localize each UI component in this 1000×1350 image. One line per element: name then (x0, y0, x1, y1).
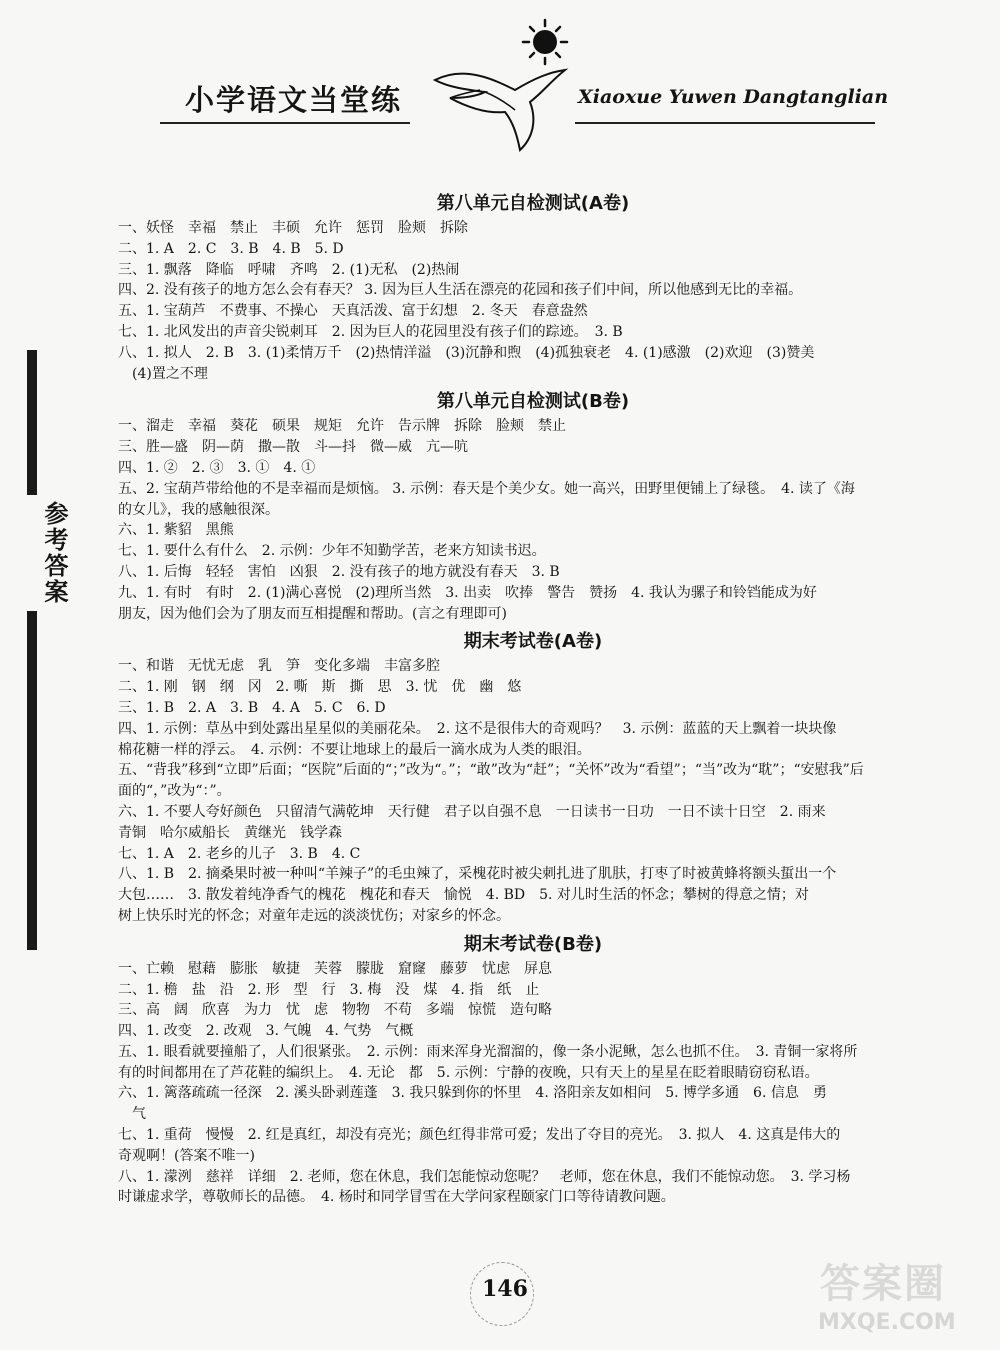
answer-line: 八、1. 后悔 轻轻 害怕 凶狠 2. 没有孩子的地方就没有春天 3. B (118, 563, 560, 580)
answer-line: 七、1. 北风发出的声音尖锐刺耳 2. 因为巨人的花园里没有孩子们的踪迹。 3. B (118, 323, 623, 340)
answer-line: 朋友，因为他们会为了朋友而互相提醒和帮助。(言之有理即可) (118, 605, 507, 622)
answer-line: 气 (118, 1106, 146, 1123)
answer-line: 的女儿》，我的感触很深。 (118, 501, 279, 518)
answer-line: 面的“，”改为“：”。 (118, 783, 231, 800)
answer-line: (4)置之不理 (118, 365, 208, 382)
answer-line: 四、1. 示例：草丛中到处露出星星似的美丽花朵。 2. 这不是很伟大的奇观吗？ 3. 示例：蓝蓝的天上飘着一块块像 (118, 720, 837, 737)
answer-line: 时谦虚求学，尊敬师长的品德。 4. 杨时和同学冒雪在大学问家程颐家门口等待请教问题。 (118, 1189, 675, 1206)
sidebar-label: 参考答案 (20, 495, 72, 611)
watermark-url: MXQE.COM (818, 1310, 956, 1335)
answer-line: 九、1. 有时 有时 2. (1)满心喜悦 (2)理所当然 3. 出卖 吹捧 警告 赞扬 4. 我认为骡子和铃铛能成为好 (118, 584, 817, 601)
section-final-b (118, 931, 948, 1209)
section-title: 期末考试卷(A卷) (463, 631, 603, 653)
book-title-cn: 小学语文当堂练 (185, 83, 403, 117)
answer-line: 树上快乐时光的怀念；对童年走远的淡淡忧伤；对家乡的怀念。 (118, 907, 510, 924)
answer-line: 二、1. 檐 盐 沿 2. 形 型 行 3. 梅 没 煤 4. 指 纸 止 (118, 981, 540, 998)
answer-line: 四、2. 没有孩子的地方怎么会有春天？ 3. 因为巨人生活在漂亮的花园和孩子们中间，所以他感到无比的幸福。 (118, 282, 803, 299)
watermark-logo: 答案圈 (820, 1261, 946, 1307)
answer-line: 三、1. 飘落 降临 呼啸 齐鸣 2. (1)无私 (2)热闹 (118, 261, 460, 278)
section-title: 第八单元自检测试(A卷) (436, 193, 630, 214)
answer-line: 八、1. B 2. 摘桑果时被一种叫“羊辣子”的毛虫辣了，采槐花时被尖刺扎进了肌肤，打枣了时被黄蜂将额头蜇出一个 (118, 866, 837, 883)
page-header (0, 0, 1000, 170)
answer-line: 有的时间都用在了芦花鞋的编织上。 4. 无论 都 5. 示例：宁静的夜晚，只有天上的星星在眨着眼睛窃窃私语。 (118, 1064, 819, 1081)
answer-line: 七、1. 重荷 慢慢 2. 红是真红，却没有亮光；颜色红得非常可爱；发出了夺目的亮光。 3. 拟人 4. 这真是伟大的 (118, 1127, 841, 1144)
answer-line: 四、1. 改变 2. 改观 3. 气魄 4. 气势 气概 (118, 1023, 414, 1040)
answer-line: 棉花糖一样的浮云。 4. 示例：不要让地球上的最后一滴水成为人类的眼泪。 (118, 741, 591, 758)
answer-line: 四、1. ② 2. ③ 3. ① 4. ① (118, 459, 316, 476)
page-number: 146 (482, 1276, 528, 1302)
answer-line: 二、1. 刚 钢 纲 冈 2. 嘶 斯 撕 思 3. 忧 优 幽 悠 (118, 679, 522, 696)
answer-line: 一、和谐 无忧无虑 乳 笋 变化多端 丰富多腔 (118, 658, 440, 675)
answer-line: 青铜 哈尔威船长 黄继光 钱学森 (118, 824, 342, 841)
answer-line: 五、“背我”移到“立即”后面；“医院”后面的“；”改为“。”；“敢”改为“赶”；“关怀”改为“看望”；“当”改为“耽”；“安慰我”后 (118, 762, 864, 779)
answer-line: 三、高 阔 欣喜 为力 忧 虑 物物 不苟 多端 惊慌 造句略 (118, 1002, 552, 1019)
answer-line: 七、1. A 2. 老乡的儿子 3. B 4. C (118, 845, 361, 862)
answer-line: 八、1. 濛洌 慈祥 详细 2. 老师，您在休息，我们怎能惊动您呢？ 老师，您在休息，我们不能惊动您。 3. 学习杨 (118, 1168, 851, 1185)
answer-line: 五、1. 眼看就要撞船了，人们很紧张。 2. 示例：雨来浑身光溜溜的，像一条小泥鳅，怎么也抓不住。 3. 青铜一家将所 (118, 1043, 858, 1060)
answer-line: 八、1. 拟人 2. B 3. (1)柔情万千 (2)热情洋溢 (3)沉静和煦 (4)孤独衰老 4. (1)感激 (2)欢迎 (3)赞美 (118, 344, 815, 361)
section-unit8-a (118, 190, 948, 384)
answer-line: 六、1. 篱落疏疏一径深 2. 溪头卧剥莲蓬 3. 我只躲到你的怀里 4. 洛阳亲友如相问 5. 博学多通 6. 信息 勇 (118, 1085, 827, 1102)
section-title: 第八单元自检测试(B卷) (436, 391, 630, 413)
header-rule-right (575, 122, 875, 124)
sidebar-bar (27, 350, 37, 950)
answer-line: 六、1. 紫貂 黑熊 (118, 522, 234, 539)
book-title-en: Xiaoxue Yuwen Dangtanglian (578, 86, 889, 108)
section-final-a (118, 628, 948, 926)
answer-content (118, 186, 948, 1208)
answer-line: 三、1. B 2. A 3. B 4. A 5. C 6. D (118, 699, 386, 716)
answer-line: 奇观啊！(答案不唯一) (118, 1147, 255, 1164)
answer-line: 三、胜—盛 阴—荫 撒—散 斗—抖 微—威 亢—吭 (118, 439, 468, 456)
answer-line: 五、2. 宝葫芦带给他的不是幸福而是烦恼。 3. 示例：春天是个美少女。她一高兴，田野里便铺上了绿毯。 4. 读了《海 (118, 480, 855, 497)
answer-line: 二、1. A 2. C 3. B 4. B 5. D (118, 240, 344, 257)
section-unit8-b (118, 388, 948, 624)
answer-line: 大包…… 3. 散发着纯净香气的槐花 槐花和春天 愉悦 4. BD 5. 对儿时生活的怀念；攀树的得意之情；对 (118, 887, 809, 904)
header-rule-left (160, 122, 410, 124)
answer-line: 六、1. 不要人夸好颜色 只留清气满乾坤 天行健 君子以自强不息 一日读书一日功 一日不读十日空 2. 雨来 (118, 803, 826, 820)
dove-sun-logo-icon (425, 10, 575, 160)
answer-line: 一、妖怪 幸福 禁止 丰硕 允许 惩罚 脸颊 拆除 (118, 220, 468, 236)
answer-line: 一、溜走 幸福 葵花 硕果 规矩 允许 告示牌 拆除 脸颊 禁止 (118, 418, 566, 435)
answer-line: 一、亡赖 慰藉 膨胀 敏捷 芙蓉 朦胧 窟窿 藤萝 忧虑 屏息 (118, 960, 552, 977)
answer-line: 七、1. 要什么有什么 2. 示例：少年不知勤学苦，老来方知读书迟。 (118, 543, 546, 560)
answer-line: 五、1. 宝葫芦 不费事、不操心 天真活泼、富于幻想 2. 冬天 春意盎然 (118, 303, 588, 320)
section-title: 期末考试卷(B卷) (463, 933, 603, 955)
